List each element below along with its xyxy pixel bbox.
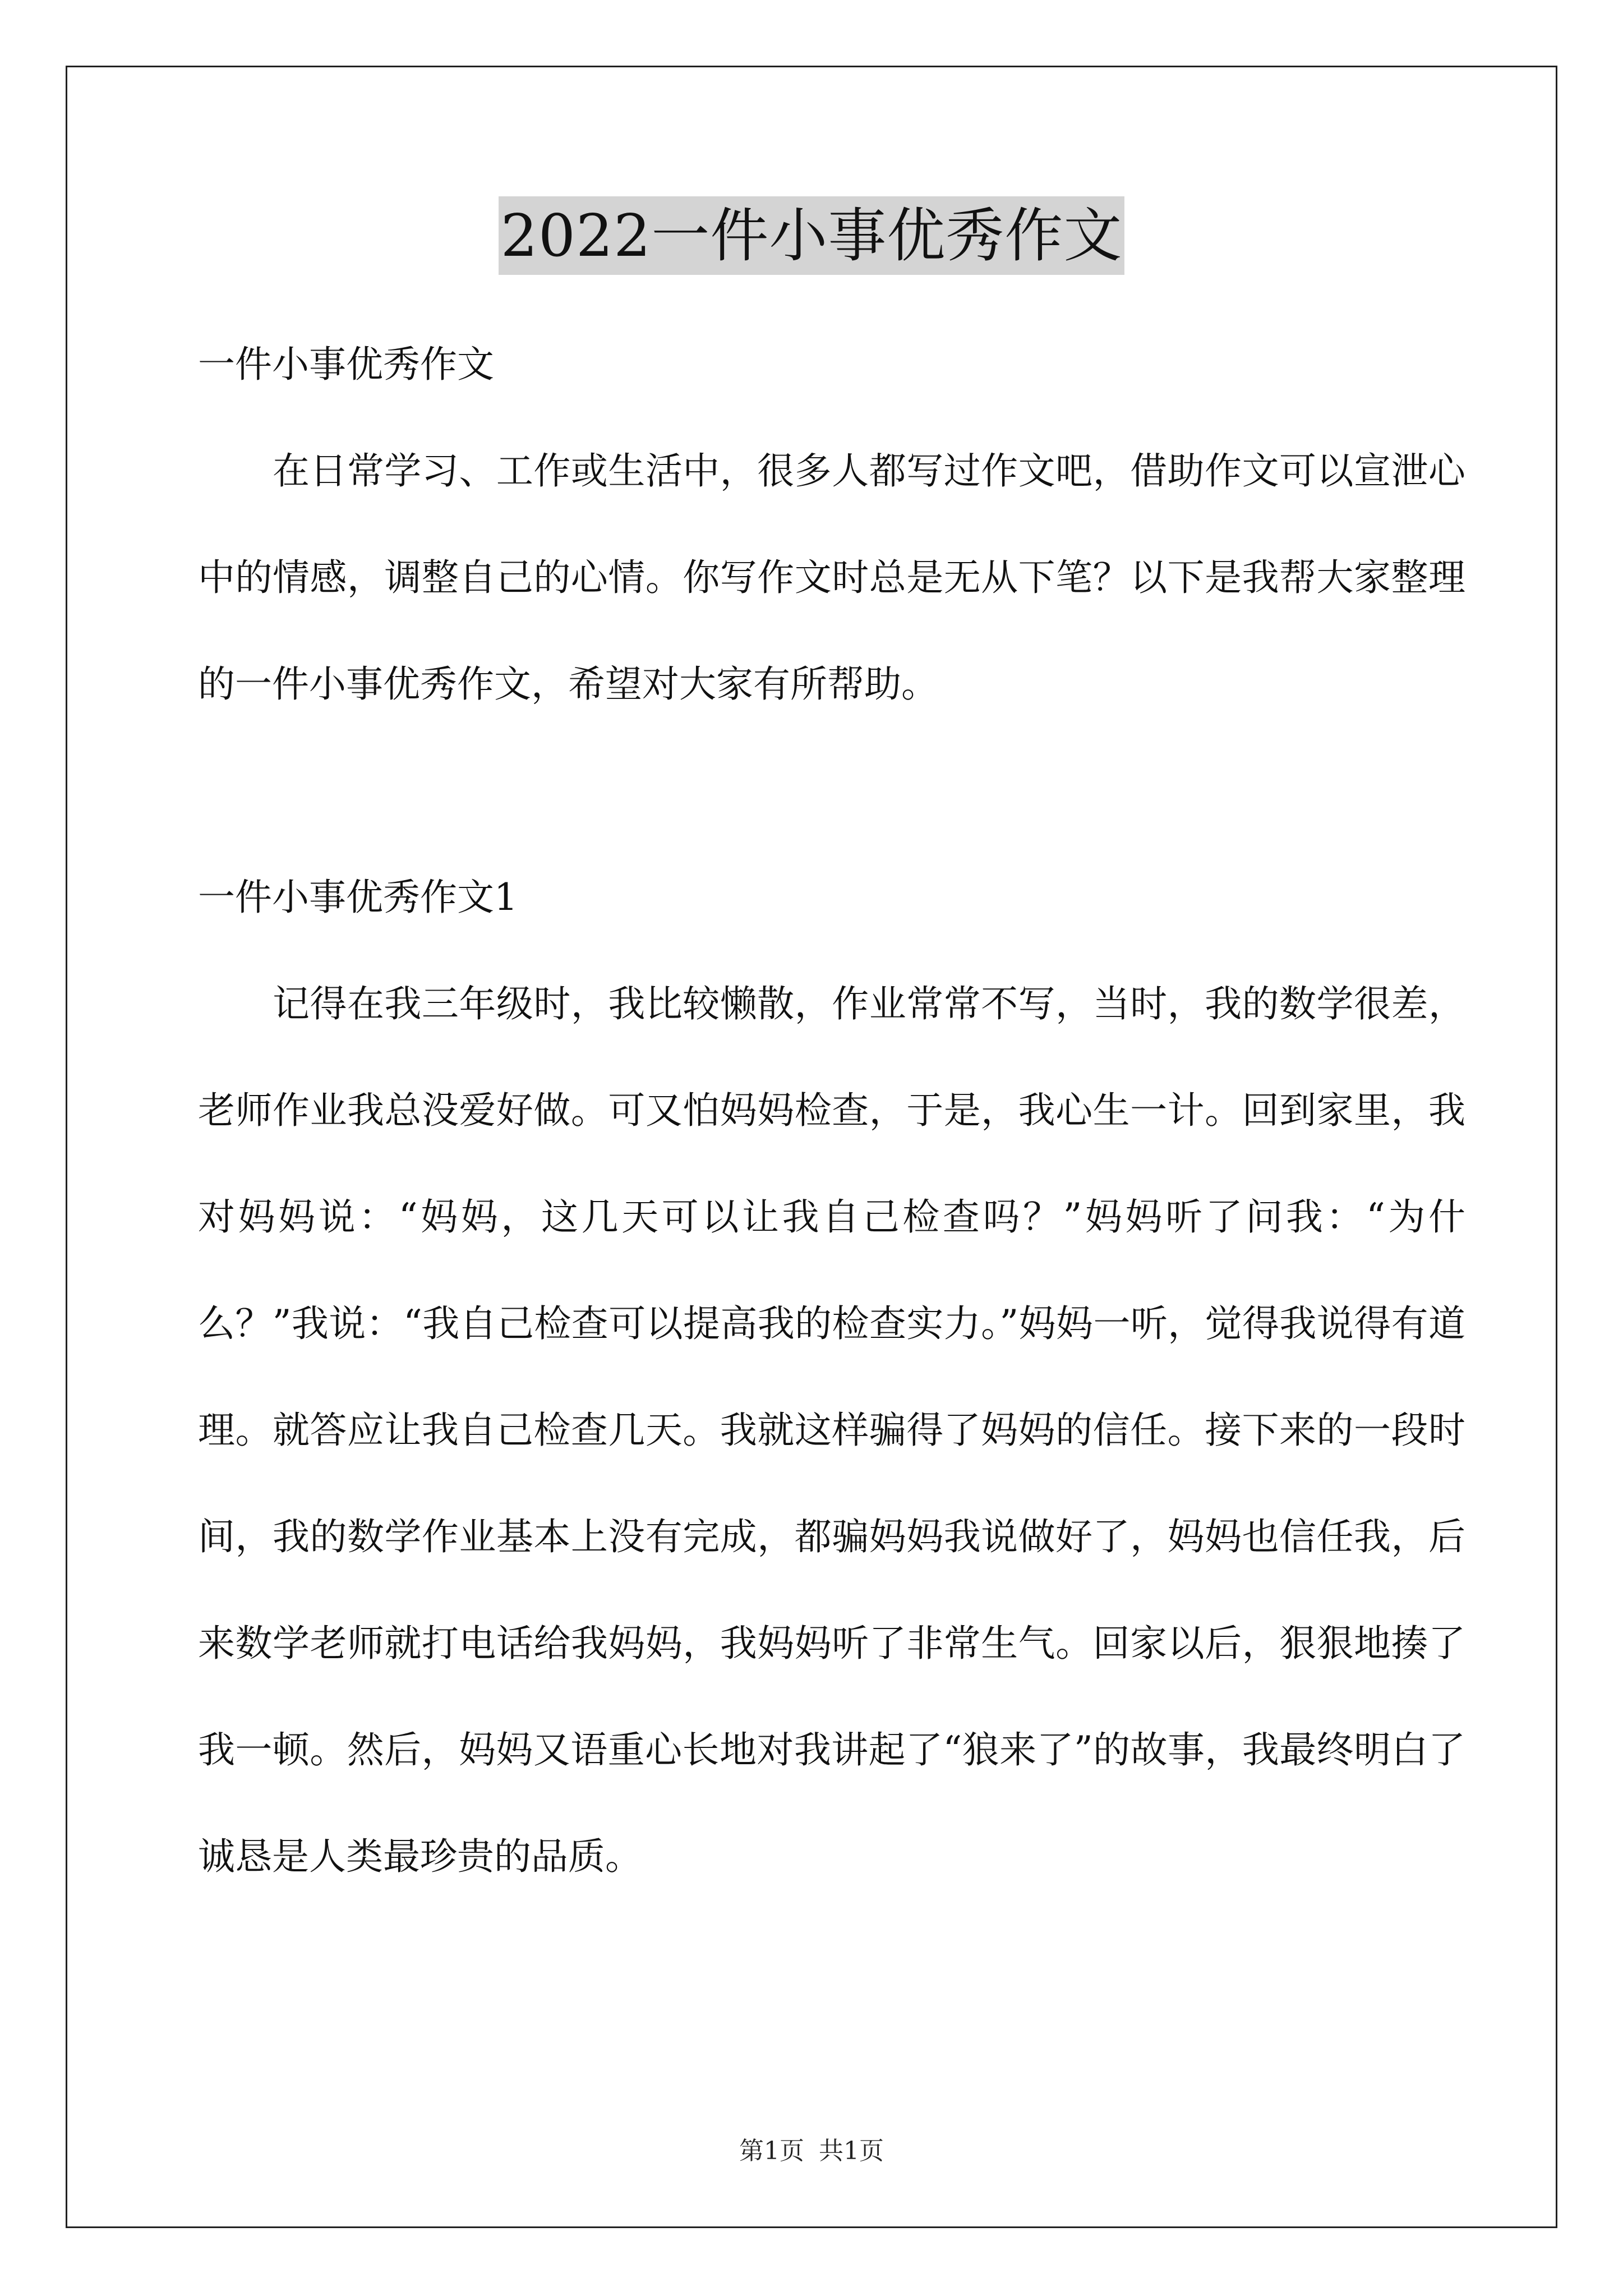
intro-paragraph: 在日常学习、工作或生活中，很多人都写过作文吧，借助作文可以宣泄心中的情感，调整自己的心情。你写作文时总是无从下笔？以下是我帮大家整理的一件小事优秀作文，希望对大家有所帮助。 [198,449,1465,706]
subtitle: 一件小事优秀作文 [198,343,494,386]
title-container [0,196,1623,275]
section-spacer [198,738,1465,844]
document-title: 2022一件小事优秀作文 [499,196,1125,275]
document-body [198,311,1465,1910]
section-body-paragraph: 记得在我三年级时，我比较懒散，作业常常不写，当时，我的数学很差，老师作业我总没爱好做。可又怕妈妈检查，于是，我心生一计。回到家里，我对妈妈说：“妈妈，这几天可以让我自己检查吗？”妈妈听了问我：“为什么？”我说：“我自己检查可以提高我的检查实力。”妈妈一听，觉得我说得有道理。就答应让我自己检查几天。我就这样骗得了妈妈的信任。接下来的一段时间，我的数学作业基本上没有完成，都骗妈妈我说做好了，妈妈也信任我，后来数学老师就打电话给我妈妈，我妈妈听了非常生气。回家以后，狠狠地揍了我一顿。然后，妈妈又语重心长地对我讲起了“狼来了”的故事，我最终明白了诚恳是人类最珍贵的品质。 [198,982,1465,1878]
page-footer [0,2134,1623,2168]
page-number: 第1页 [739,2137,804,2165]
page-total: 共1页 [819,2137,884,2165]
section-heading: 一件小事优秀作文1 [198,876,518,919]
